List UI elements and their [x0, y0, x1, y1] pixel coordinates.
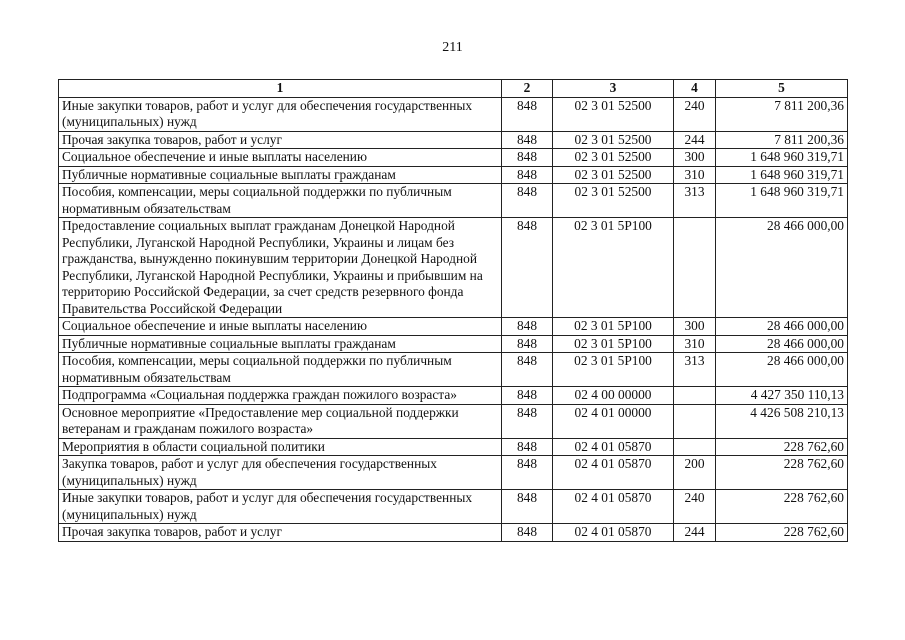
- column-header-3: 3: [553, 80, 674, 98]
- column-header-4: 4: [674, 80, 716, 98]
- row-name: Иные закупки товаров, работ и услуг для обеспечения государственных (муниципальных) нужд: [59, 97, 502, 131]
- row-csr: 02 3 01 52500: [553, 184, 674, 218]
- row-csr: 02 4 01 05870: [553, 438, 674, 456]
- row-sum: 228 762,60: [716, 456, 848, 490]
- row-sum: 4 426 508 210,13: [716, 404, 848, 438]
- table-row: [59, 404, 848, 438]
- row-ved: 848: [502, 318, 553, 336]
- row-sum: 28 466 000,00: [716, 353, 848, 387]
- row-vr: 310: [674, 335, 716, 353]
- row-ved: 848: [502, 97, 553, 131]
- row-name: Публичные нормативные социальные выплаты гражданам: [59, 166, 502, 184]
- row-ved: 848: [502, 149, 553, 167]
- row-csr: 02 4 01 00000: [553, 404, 674, 438]
- row-name: Прочая закупка товаров, работ и услуг: [59, 524, 502, 542]
- row-vr: 300: [674, 318, 716, 336]
- table-row: [59, 524, 848, 542]
- column-header-2: 2: [502, 80, 553, 98]
- header-row: [59, 80, 848, 98]
- table-row: [59, 456, 848, 490]
- row-sum: 28 466 000,00: [716, 318, 848, 336]
- row-csr: 02 4 01 05870: [553, 490, 674, 524]
- row-vr: 244: [674, 524, 716, 542]
- row-csr: 02 4 01 05870: [553, 456, 674, 490]
- table-row: [59, 353, 848, 387]
- table-row: [59, 387, 848, 405]
- row-name: Мероприятия в области социальной политики: [59, 438, 502, 456]
- row-name: Социальное обеспечение и иные выплаты населению: [59, 149, 502, 167]
- row-csr: 02 3 01 52500: [553, 131, 674, 149]
- row-vr: 313: [674, 184, 716, 218]
- row-vr: [674, 387, 716, 405]
- row-ved: 848: [502, 387, 553, 405]
- row-csr: 02 4 01 05870: [553, 524, 674, 542]
- row-ved: 848: [502, 335, 553, 353]
- row-vr: 300: [674, 149, 716, 167]
- row-sum: 1 648 960 319,71: [716, 184, 848, 218]
- row-ved: 848: [502, 438, 553, 456]
- column-header-1: 1: [59, 80, 502, 98]
- row-sum: 4 427 350 110,13: [716, 387, 848, 405]
- row-sum: 28 466 000,00: [716, 335, 848, 353]
- row-name: Предоставление социальных выплат гражданам Донецкой Народной Республики, Луганской Народной Республики, Украины и лицам без гражданства, вынужденно покинувшим территории Донецкой Народной Республики, Луганской Народной Республики, Украины и прибывшим на территорию Российской Федерации, за счет средств резервного фонда Правительства Российской Федерации: [59, 218, 502, 318]
- row-ved: 848: [502, 524, 553, 542]
- row-name: Закупка товаров, работ и услуг для обеспечения государственных (муниципальных) нужд: [59, 456, 502, 490]
- row-name: Пособия, компенсации, меры социальной поддержки по публичным нормативным обязательствам: [59, 353, 502, 387]
- row-vr: [674, 404, 716, 438]
- table-row: [59, 490, 848, 524]
- row-ved: 848: [502, 184, 553, 218]
- table-body: [59, 97, 848, 541]
- row-vr: [674, 438, 716, 456]
- row-sum: 1 648 960 319,71: [716, 166, 848, 184]
- row-name: Основное мероприятие «Предоставление мер социальной поддержки ветеранам и гражданам пожилого возраста»: [59, 404, 502, 438]
- table-header: [59, 80, 848, 98]
- table-row: [59, 184, 848, 218]
- row-vr: 313: [674, 353, 716, 387]
- row-sum: 228 762,60: [716, 438, 848, 456]
- row-vr: 200: [674, 456, 716, 490]
- table-row: [59, 318, 848, 336]
- row-name: Публичные нормативные социальные выплаты гражданам: [59, 335, 502, 353]
- page-number: 211: [442, 40, 463, 55]
- row-vr: 240: [674, 490, 716, 524]
- row-ved: 848: [502, 353, 553, 387]
- row-sum: 7 811 200,36: [716, 97, 848, 131]
- row-sum: 1 648 960 319,71: [716, 149, 848, 167]
- budget-table: [58, 79, 848, 542]
- row-csr: 02 3 01 5Р100: [553, 318, 674, 336]
- row-csr: 02 3 01 5Р100: [553, 335, 674, 353]
- table-row: [59, 166, 848, 184]
- row-ved: 848: [502, 218, 553, 318]
- row-vr: 244: [674, 131, 716, 149]
- row-vr: [674, 218, 716, 318]
- table-row: [59, 97, 848, 131]
- row-ved: 848: [502, 404, 553, 438]
- row-ved: 848: [502, 131, 553, 149]
- row-name: Социальное обеспечение и иные выплаты населению: [59, 318, 502, 336]
- row-name: Пособия, компенсации, меры социальной поддержки по публичным нормативным обязательствам: [59, 184, 502, 218]
- row-ved: 848: [502, 166, 553, 184]
- table-row: [59, 218, 848, 318]
- row-csr: 02 3 01 5Р100: [553, 218, 674, 318]
- row-name: Прочая закупка товаров, работ и услуг: [59, 131, 502, 149]
- row-sum: 228 762,60: [716, 524, 848, 542]
- row-ved: 848: [502, 490, 553, 524]
- row-csr: 02 3 01 5Р100: [553, 353, 674, 387]
- table-row: [59, 149, 848, 167]
- row-csr: 02 3 01 52500: [553, 97, 674, 131]
- row-csr: 02 3 01 52500: [553, 166, 674, 184]
- table-row: [59, 131, 848, 149]
- row-name: Подпрограмма «Социальная поддержка граждан пожилого возраста»: [59, 387, 502, 405]
- column-header-5: 5: [716, 80, 848, 98]
- row-sum: 7 811 200,36: [716, 131, 848, 149]
- row-vr: 310: [674, 166, 716, 184]
- row-vr: 240: [674, 97, 716, 131]
- row-csr: 02 3 01 52500: [553, 149, 674, 167]
- row-sum: 28 466 000,00: [716, 218, 848, 318]
- table-row: [59, 438, 848, 456]
- row-name: Иные закупки товаров, работ и услуг для обеспечения государственных (муниципальных) нужд: [59, 490, 502, 524]
- table-row: [59, 335, 848, 353]
- row-sum: 228 762,60: [716, 490, 848, 524]
- row-csr: 02 4 00 00000: [553, 387, 674, 405]
- row-ved: 848: [502, 456, 553, 490]
